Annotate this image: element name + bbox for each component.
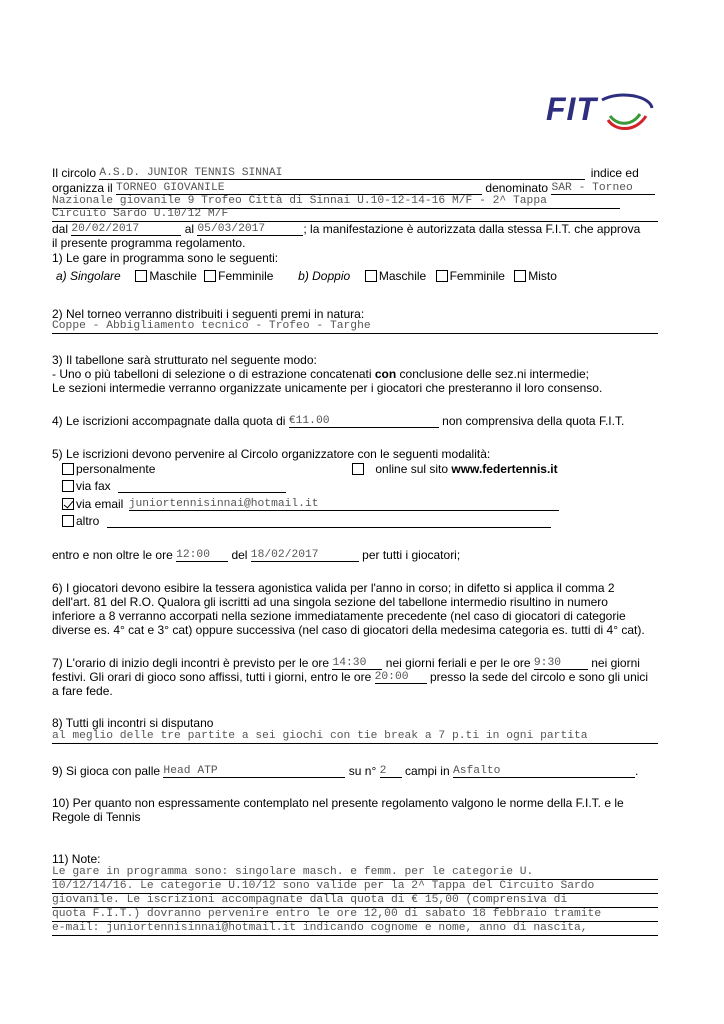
email-checkbox[interactable] <box>62 498 74 510</box>
orario-festivi-field[interactable]: 9:30 <box>534 656 588 670</box>
section-10-line-1: 10) Per quanto non espressamente contemplato nel presente regolamento valgono le norme della F.I.T. e le <box>52 796 624 810</box>
section-5-title: 5) Le iscrizioni devono pervenire al Circolo organizzatore con le seguenti modalità: <box>52 447 491 461</box>
circolo-field[interactable]: A.S.D. JUNIOR TENNIS SINNAI <box>99 166 585 180</box>
section-8-title: 8) Tutti gli incontri si disputano <box>52 716 214 730</box>
denominato-field[interactable]: SAR - Torneo <box>551 181 655 195</box>
personalmente-checkbox[interactable] <box>62 463 74 475</box>
entro-ore-field[interactable]: 12:00 <box>176 548 228 562</box>
section-6-line-4: diverse es. 4° cat e 3° cat) oppure successiva (nel caso di giocatori della medesima categoria es. tutti di 4° cat). <box>52 623 645 637</box>
disputano-field[interactable]: al meglio delle tre partite a sei giochi con tie break a 7 p.ti in ogni partita <box>52 730 658 744</box>
section-6-line-1: 6) I giocatori devono esibire la tessera agonistica valida per l'anno in corso; in difetto si applica il comma 2 <box>52 581 615 595</box>
fax-checkbox[interactable] <box>62 480 74 492</box>
fax-field[interactable] <box>118 479 286 493</box>
section-11-title: 11) Note: <box>52 852 101 866</box>
fit-logo-text: FIT <box>546 91 597 127</box>
entro-data-field[interactable]: 18/02/2017 <box>251 548 359 562</box>
intro-line-1: Il circolo A.S.D. JUNIOR TENNIS SINNAI indice ed <box>52 166 639 180</box>
option-email: via email juniortennisinnai@hotmail.it <box>62 497 559 511</box>
numero-campi-field[interactable]: 2 <box>380 764 402 778</box>
palle-field[interactable]: Head ATP <box>163 764 345 778</box>
section-7-line-2: festivi. Gli orari di gioco sono affissi, tutti i giorni, entro le ore 20:00 presso la sede del circolo e sono gli unici <box>52 670 649 684</box>
altro-checkbox[interactable] <box>62 515 74 527</box>
section-2-title: 2) Nel torneo verranno distribuiti i seguenti premi in natura: <box>52 307 365 321</box>
doppio-maschile-checkbox[interactable] <box>365 270 377 282</box>
section-3-line-2: Le sezioni intermedie verranno organizzate unicamente per i giocatori che presteranno il loro consenso. <box>52 381 603 395</box>
singolare-maschile-checkbox[interactable] <box>135 270 147 282</box>
section-10-line-2: Regole di Tennis <box>52 810 141 824</box>
premi-field[interactable]: Coppe - Abbigliamento tecnico - Trofeo - Targhe <box>52 320 658 334</box>
section-7-line-1: 7) L'orario di inizio degli incontri è previsto per le ore 14:30 nei giorni feriali e per le ore 9:30 nei giorni <box>52 656 640 670</box>
section-4: 4) Le iscrizioni accompagnate dalla quota di €11.00 non comprensiva della quota F.I.T. <box>52 414 625 428</box>
intro-line-2: organizza il TORNEO GIOVANILE denominato SAR - Torneo <box>52 181 655 195</box>
intro-line-5: il presente programma regolamento. <box>52 236 246 250</box>
quota-field[interactable]: €11.00 <box>289 414 439 428</box>
entro-line: entro e non oltre le ore 12:00 del 18/02/2017 per tutti i giocatori; <box>52 548 461 562</box>
note-line-1[interactable]: Le gare in programma sono: singolare masch. e femm. per le categorie U. <box>52 866 658 880</box>
intro-line-4: dal 20/02/2017 al 05/03/2017 ; la manifestazione è autorizzata dalla stessa F.I.T. che approva <box>52 222 641 236</box>
denominato-line-2[interactable]: Nazionale giovanile 9 Trofeo Città di Sinnai U.10-12-14-16 M/F - 2^ Tappa <box>52 195 620 209</box>
orario-feriali-field[interactable]: 14:30 <box>332 656 382 670</box>
email-field[interactable]: juniortennisinnai@hotmail.it <box>129 497 559 511</box>
option-personalmente: personalmente <box>62 462 155 476</box>
denominato-line-3[interactable]: Circuito Sardo U.10/12 M/F <box>52 208 658 222</box>
online-checkbox[interactable] <box>352 463 364 475</box>
doppio-femminile-checkbox[interactable] <box>436 270 448 282</box>
orario-affissi-field[interactable]: 20:00 <box>375 670 427 684</box>
fit-logo <box>540 86 660 136</box>
section-7-line-3: a fare fede. <box>52 684 113 698</box>
note-line-3[interactable]: giovanile. Le iscrizioni accompagnate dalla quota di € 15,00 (comprensiva di <box>52 894 658 908</box>
dal-field[interactable]: 20/02/2017 <box>71 222 181 236</box>
altro-field[interactable] <box>107 514 551 528</box>
section-6-line-3: inferiore a 8 verranno accorpati nella sezione immediatamente precedente (nel caso di giocatori di categorie <box>52 609 626 623</box>
option-altro: altro <box>62 514 551 528</box>
superficie-field[interactable]: Asfalto <box>453 764 635 778</box>
section-6-line-2: dell'art. 81 del R.O. Qualora gli iscritti ad una singola sezione del tabellone intermedio risultino in numero <box>52 595 608 609</box>
section-1-options: a) Singolare Maschile Femminile b) Doppio Maschile Femminile Misto <box>56 269 557 283</box>
note-line-5[interactable]: e-mail: juniortennisinnai@hotmail.it indicando cognome e nome, anno di nascita, <box>52 922 658 936</box>
section-1-title: 1) Le gare in programma sono le seguenti: <box>52 251 279 265</box>
section-3-line-1: - Uno o più tabelloni di selezione o di estrazione concatenati con conclusione delle sez.ni intermedie; <box>52 367 589 381</box>
option-online: online sul sito www.federtennis.it <box>352 462 558 476</box>
doppio-misto-checkbox[interactable] <box>514 270 526 282</box>
al-field[interactable]: 05/03/2017 <box>197 222 303 236</box>
note-line-2[interactable]: 10/12/14/16. Le categorie U.10/12 sono valide per la 2^ Tappa del Circuito Sardo <box>52 880 658 894</box>
section-3-title: 3) Il tabellone sarà strutturato nel seguente modo: <box>52 353 317 367</box>
note-line-4[interactable]: quota F.I.T.) dovranno pervenire entro le ore 12,00 di sabato 18 febbraio tramite <box>52 908 658 922</box>
section-9: 9) Si gioca con palle Head ATP su n° 2 campi in Asfalto . <box>52 764 639 778</box>
singolare-femminile-checkbox[interactable] <box>204 270 216 282</box>
option-fax: via fax <box>62 479 286 493</box>
organizza-field[interactable]: TORNEO GIOVANILE <box>116 181 482 195</box>
